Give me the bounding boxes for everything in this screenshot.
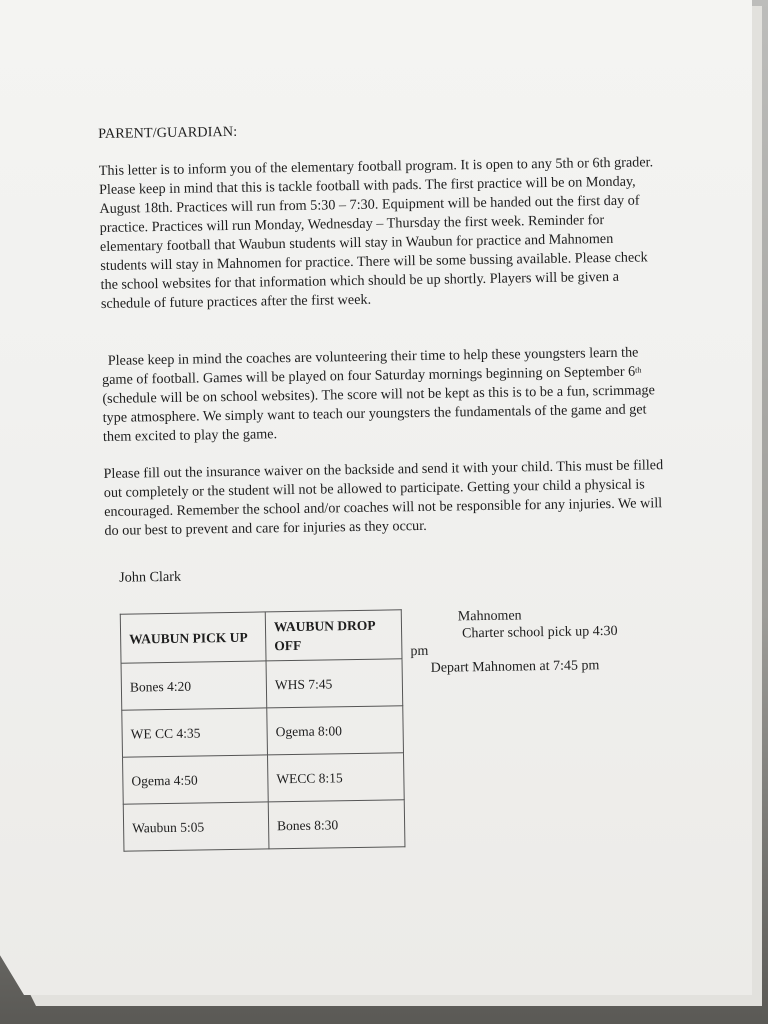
table-header-row xyxy=(120,610,402,663)
dropoff-cell: Bones 8:30 xyxy=(268,800,405,849)
greeting: PARENT/GUARDIAN: xyxy=(98,123,238,142)
paragraph-waiver-info: Please fill out the insurance waiver on the backside and send it with your child. This must be filled out completely or the student will not be allowed to participate. Getting your child a physical is encouraged. Remember the school and/or coaches will not be responsible for any injuries. We will do our best to prevent and care for injuries as they occur. xyxy=(103,457,664,539)
mahnomen-pickup-pm: pm xyxy=(410,643,429,660)
waubun-schedule-table xyxy=(120,609,406,851)
bus-schedule-section xyxy=(120,605,670,852)
mahnomen-schedule xyxy=(410,605,671,677)
paragraph-games-info xyxy=(102,343,663,447)
ordinal-suffix: th xyxy=(635,365,642,375)
mahnomen-title: Mahnomen xyxy=(457,608,522,625)
dropoff-cell: Ogema 8:00 xyxy=(267,706,404,755)
paragraph-games-text-b: (schedule will be on school websites). The score will not be kept as this is to be a fun, scrimmage type atmosphere. We simply want to teach our youngsters the fundamentals of the game and get them excited to play the game. xyxy=(102,382,655,445)
dropoff-cell: WECC 8:15 xyxy=(267,753,404,802)
pickup-cell: Waubun 5:05 xyxy=(123,802,269,851)
header-waubun-dropoff: WAUBUN DROP OFF xyxy=(265,610,402,661)
table-row xyxy=(123,800,405,851)
header-waubun-pickup: WAUBUN PICK UP xyxy=(120,612,266,663)
paragraph-program-info: This letter is to inform you of the elementary football program. It is open to any 5th or 6th grader. Please keep in mind that this is tackle football with pads. The first practice will be on Monday, August 18th. Practices will run from 5:30 – 7:30. Equipment will be handed out the first day of practice. Practices will run Monday, Wednesday – Thursday the first week. Reminder for elementary football that Waubun students will stay in Waubun for practice and Mahnomen students will stay in Mahnomen for practice. There will be some bussing available. Please check the school websites for that information which should be up shortly. Players will be given a schedule of future practices after the first week. xyxy=(98,154,654,312)
table-row xyxy=(121,659,403,710)
mahnomen-pickup: Charter school pick up 4:30 xyxy=(461,623,618,642)
dropoff-cell: WHS 7:45 xyxy=(266,659,403,708)
pickup-cell: WE CC 4:35 xyxy=(122,708,268,757)
letter-content xyxy=(98,111,669,852)
table-row xyxy=(123,753,405,804)
table-row xyxy=(122,706,404,757)
pickup-cell: Bones 4:20 xyxy=(121,661,267,710)
signature-name: John Clark xyxy=(119,568,182,586)
pickup-cell: Ogema 4:50 xyxy=(123,755,269,804)
mahnomen-depart: Depart Mahnomen at 7:45 pm xyxy=(430,658,600,676)
paragraph-games-text-a: Please keep in mind the coaches are volunteering their time to help these youngsters learn the game of football. Games will be played on four Saturday mornings beginning on September 6 xyxy=(101,344,639,388)
